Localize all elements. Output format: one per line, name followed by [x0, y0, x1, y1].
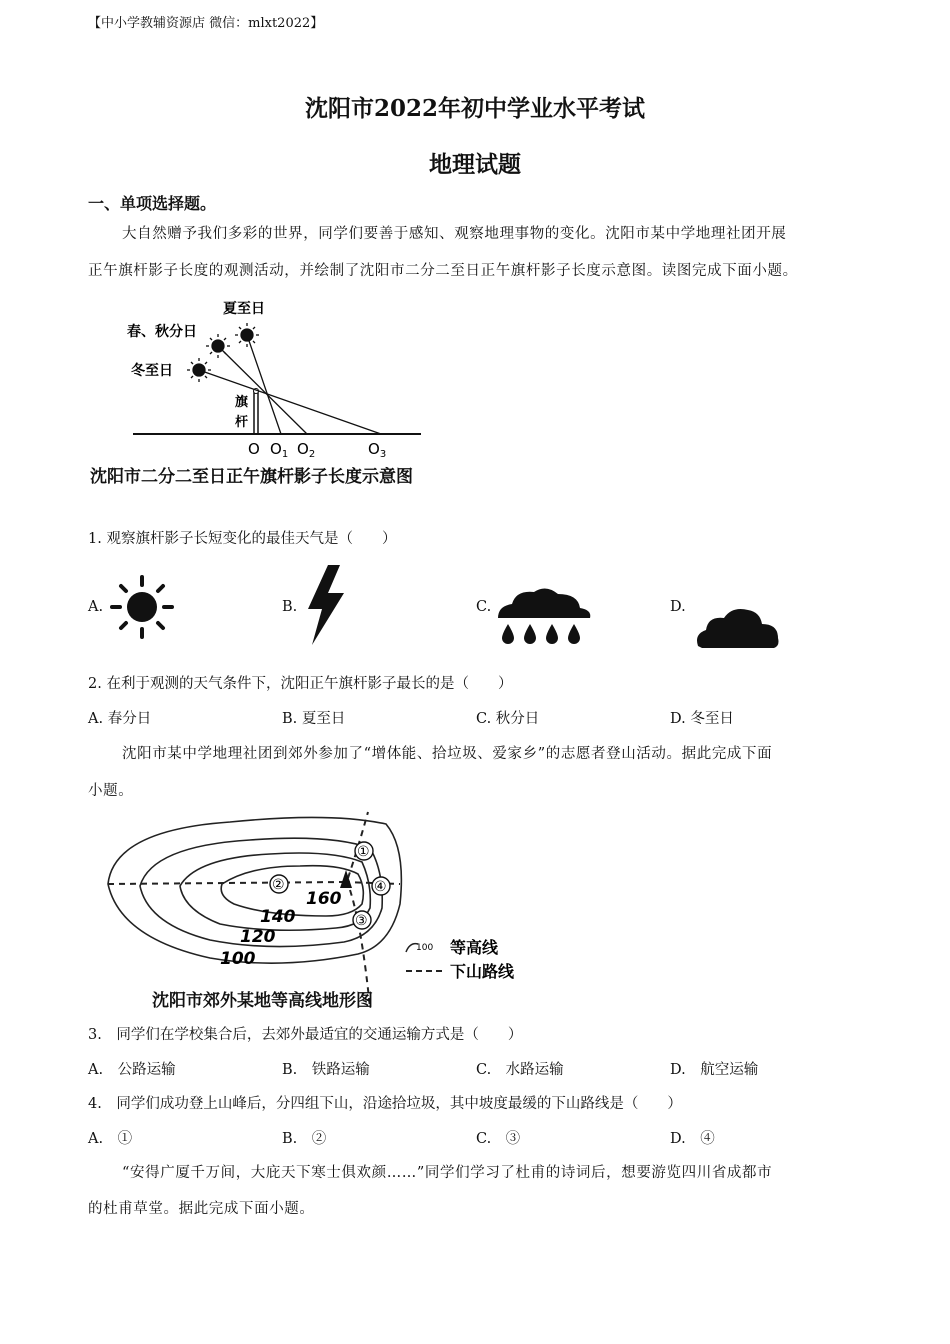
- winter-sun-icon: [187, 358, 211, 382]
- q4-option-a: A. ①: [88, 1131, 133, 1147]
- cloud-icon: [694, 604, 782, 650]
- intro1-line2: 正午旗杆影子长度的观测活动，并绘制了沈阳市二分二至日正午旗杆影子长度示意图。读图完成下面小题。: [88, 263, 798, 279]
- q4-text: 4. 同学们成功登上山峰后，分四组下山，沿途拾垃圾，其中坡度最缓的下山路线是（ ）: [88, 1096, 682, 1112]
- contour-label-120: 120: [240, 927, 276, 947]
- label-o1: $O_1$: [270, 440, 289, 460]
- q1-option-b-letter: B.: [282, 599, 298, 615]
- rain-cloud-icon: [494, 584, 594, 648]
- label-summer: 夏至日: [223, 301, 265, 317]
- q2-option-d: D. 冬至日: [670, 711, 734, 727]
- shadow-diagram: [125, 296, 435, 466]
- route-marker-1: ①: [357, 844, 370, 860]
- q2-text: 2. 在利于观测的天气条件下，沈阳正午旗杆影子最长的是（ ）: [88, 676, 513, 692]
- route-marker-4: ④: [374, 879, 387, 895]
- intro3-line2: 的杜甫草堂。据此完成下面小题。: [88, 1201, 315, 1217]
- q4-option-d: D. ④: [670, 1131, 715, 1147]
- contour-label-100: 100: [220, 949, 256, 969]
- route-marker-3: ③: [355, 913, 368, 929]
- section-heading: 一、单项选择题。: [88, 194, 217, 213]
- q4-option-b: B. ②: [282, 1131, 327, 1147]
- contour-label-140: 140: [260, 907, 296, 927]
- q2-option-b: B. 夏至日: [282, 711, 346, 727]
- route-marker-2: ②: [272, 877, 285, 893]
- q3-option-d: D. 航空运输: [670, 1062, 759, 1078]
- q1-text: 1. 观察旗杆影子长短变化的最佳天气是（ ）: [88, 531, 397, 547]
- q2-option-a: A. 春分日: [88, 711, 152, 727]
- label-o3: $O_3$: [368, 440, 387, 460]
- label-pole-1: 旗: [235, 395, 249, 410]
- q1-option-d-letter: D.: [670, 599, 686, 615]
- intro1-line1: 大自然赠予我们多彩的世界，同学们要善于感知、观察地理事物的变化。沈阳市某中学地理社团开展: [122, 226, 787, 242]
- sun-icon: [108, 574, 176, 640]
- header-watermark: 【中小学教辅资源店 微信：mlxt2022】: [88, 16, 324, 31]
- intro2-line1: 沈阳市某中学地理社团到郊外参加了“增体能、拾垃圾、爱家乡”的志愿者登山活动。据此完成下面: [122, 746, 773, 762]
- q4-option-c: C. ③: [476, 1131, 521, 1147]
- q1-option-a-letter: A.: [88, 599, 104, 615]
- figure1-caption: 沈阳市二分二至日正午旗杆影子长度示意图: [90, 467, 413, 487]
- q3-text: 3. 同学们在学校集合后，去郊外最适宜的交通运输方式是（ ）: [88, 1027, 523, 1043]
- label-o: O: [248, 440, 260, 458]
- q1-option-c-letter: C.: [476, 599, 492, 615]
- exam-subtitle: 地理试题: [429, 151, 521, 178]
- contour-label-160: 160: [306, 889, 342, 909]
- intro3-line1: “安得广厦千万间，大庇天下寒士俱欢颜……”同学们学习了杜甫的诗词后，想要游览四川省成都市: [122, 1165, 773, 1181]
- exam-title: 沈阳市2022年初中学业水平考试: [304, 95, 645, 122]
- summer-sun-icon: [235, 323, 259, 347]
- q2-option-c: C. 秋分日: [476, 711, 540, 727]
- label-equinox: 春、秋分日: [127, 324, 197, 340]
- legend-contour-value: 100: [416, 943, 434, 953]
- q3-option-c: C. 水路运输: [476, 1062, 564, 1078]
- lightning-icon: [300, 563, 350, 647]
- q3-option-a: A. 公路运输: [88, 1062, 176, 1078]
- q3-option-b: B. 铁路运输: [282, 1062, 370, 1078]
- label-winter: 冬至日: [131, 363, 173, 379]
- label-o2: $O_2$: [297, 440, 316, 460]
- legend-route-label: 下山路线: [450, 962, 515, 981]
- label-pole-2: 杆: [235, 415, 249, 430]
- figure2-caption: 沈阳市郊外某地等高线地形图: [152, 991, 373, 1011]
- intro2-line2: 小题。: [88, 783, 134, 799]
- legend-contour-label: 等高线: [450, 938, 499, 957]
